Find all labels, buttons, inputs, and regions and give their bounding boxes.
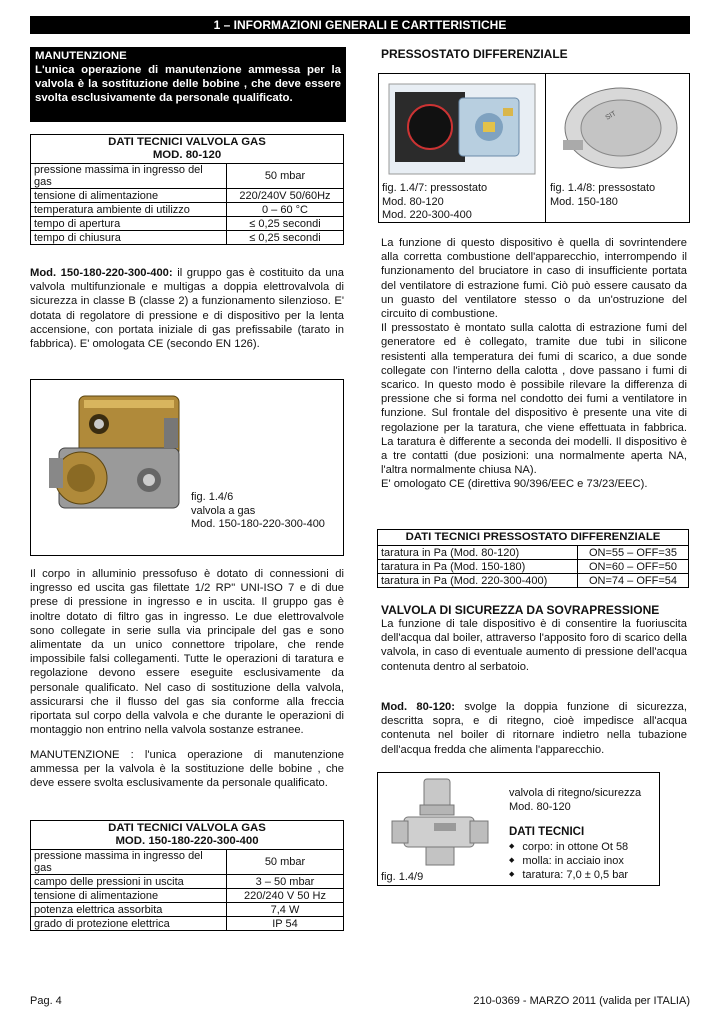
table-title-line1: DATI TECNICI VALVOLA GAS — [108, 822, 266, 834]
table-row: campo delle pressioni in uscita 3 – 50 mbar — [31, 875, 344, 889]
pressostato-para3: E' omologato CE (direttiva 90/396/EEC e 73/23/EEC). — [381, 478, 648, 491]
section-header: 1 – INFORMAZIONI GENERALI E CARTTERISTICHE — [30, 16, 690, 34]
pressostato-para1: La funzione di questo dispositivo è quella di sovrintendere alla corretta combustione dell'apparecchio, interrompendo il funzionamento del bruciatore in caso di insufficiente portata del ventilatore di estrazione fumi. Ciò può essere causato da un guasto del ventilatore stesso o da un'ostruzione del circuito di combustione. — [381, 237, 687, 321]
table-pressostato — [377, 529, 689, 588]
svg-text:SIT: SIT — [604, 110, 618, 122]
table-row: temperatura ambiente di utilizzo 0 – 60 °C — [31, 203, 344, 217]
list-item: ◆ corpo: in ottone Ot 58 — [509, 840, 628, 854]
manutenzione-title: MANUTENZIONE — [35, 50, 127, 62]
figure-pressostati — [378, 73, 690, 223]
pressostato-150-180-image — [551, 78, 685, 178]
footer-page: Pag. 4 — [30, 995, 62, 1007]
fig147-caption: fig. 1.4/7: pressostato Mod. 80-120 Mod. 220-300-400 — [382, 182, 488, 221]
figure-valvola-ritegno — [377, 772, 660, 886]
fig146-caption: fig. 1.4/6 valvola a gas Mod. 150-180-220-300-400 — [191, 491, 325, 530]
footer-doc: 210-0369 - MARZO 2011 (valida per ITALIA) — [473, 995, 690, 1007]
fig149-caption: fig. 1.4/9 — [381, 871, 424, 883]
para-corpo: Il corpo in alluminio pressofuso è dotato di connessioni di ingresso ed uscita gas filettate 1/2 RP" UNI-ISO 7 e di due prese di pressione in ingresso e in uscita. Il gruppo gas è inoltre dotato di filtro gas in ingresso. Le due elettrovalvole sono collegate in serie sulla via principale del gas e sono alimentate da un unico connettore tripolare, che rende impossibile falsi collegamenti. Tutte le operazioni di taratura e regolazione devono essere eseguite esclusivamente da personale qualificato. Nel caso di sostituzione della valvola, assicurarsi che il flusso del gas sia conforme alla freccia riportata sul corpo della valvola e che durante le operazioni di montaggio non entrino nella valvola sostanze estranee. — [30, 568, 344, 737]
figure-valvola-gas — [30, 379, 344, 556]
pressostato-title: PRESSOSTATO DIFFERENZIALE — [381, 47, 568, 61]
table-row: tensione di alimentazione 220/240V 50/60Hz — [31, 189, 344, 203]
table-title-line2: MOD. 150-180-220-300-400 — [115, 835, 259, 847]
list-item: ◆ molla: in acciaio inox — [509, 854, 628, 868]
valvola-sicurezza-para1: La funzione di tale dispositivo è di consentire la fuoriuscita dell'acqua dal boiler, attraverso l'apposito foro di scarico della valvola, in caso di eventuale aumento di pressione dell'acqua contenuta dentro al serbatoio. — [381, 618, 687, 673]
para-mod150: Mod. 150-180-220-300-400: il gruppo gas è costituito da una valvola multifunzionale e multigas a doppia elettrovalvola di sicurezza in classe B (classe 2) a funzionamento silenzioso. E' dotata di regolatore di pressione e di dispositivo per la lenta accensione, con portata iniziale di gas prefissabile (tarato in fabbrica). E' omologata CE (secondo EN 126). — [30, 267, 344, 351]
valvola-sicurezza-para2: Mod. 80-120: svolge la doppia funzione di sicurezza, descritta sopra, e di ritegno, cioè impedisce all'acqua contenuta nel boiler di ritornare indietro nella tubazione dell'acqua fredda che alimenta l'apparecchio. — [381, 701, 688, 756]
table-title — [30, 134, 344, 163]
table-row: pressione massima in ingresso del gas 50 mbar — [31, 164, 344, 189]
figure-divider — [545, 74, 546, 222]
table-valvola-gas-150-400 — [30, 820, 344, 931]
table-row: pressione massima in ingresso del gas 50 mbar — [31, 850, 344, 875]
pressostato-para2: Il pressostato è montato sulla calotta di estrazione fumi del generatore ed è collegato, tramite due tubi in silicone resistenti alla temperatura dei fumi di scarico, a due sonde collegate con l'interno della calotta , dove passano i fumi di scarico. In questo modo è possibile rilevare la differenza di pressione che si forma nel condotto dei fumi a ventilatore in funzione. Sul frontale del dispositivo è presente una vite di regolazione per la taratura, che viene effettuata in fabbrica. La taratura è differente a seconda dei modelli. Il dispositivo è a tre contatti (due posizioni: una normalmente aperta NA, l'altra normalmente chiusa NA). — [381, 322, 687, 477]
dati-tecnici-list — [509, 840, 628, 882]
fig148-caption: fig. 1.4/8: pressostato Mod. 150-180 — [550, 182, 656, 208]
table-row: grado di protezione elettrica IP 54 — [31, 917, 344, 931]
table-title: DATI TECNICI PRESSOSTATO DIFFERENZIALE — [377, 529, 689, 545]
table-row: tempo di apertura ≤ 0,25 secondi — [31, 217, 344, 231]
table-row: taratura in Pa (Mod. 150-180) ON=60 – OFF=50 — [378, 560, 689, 574]
table-title — [30, 820, 344, 849]
table-title-line1: DATI TECNICI VALVOLA GAS — [108, 136, 266, 148]
table-row: taratura in Pa (Mod. 220-300-400) ON=74 – OFF=54 — [378, 574, 689, 588]
table-row: tempo di chiusura ≤ 0,25 secondi — [31, 231, 344, 245]
pressostato-80-120-image — [385, 78, 537, 178]
valvola-sicurezza-title: VALVOLA DI SICUREZZA DA SOVRAPRESSIONE — [381, 603, 660, 617]
manutenzione-box — [30, 47, 346, 122]
table-row: taratura in Pa (Mod. 80-120) ON=55 – OFF=35 — [378, 546, 689, 560]
table-title-line2: MOD. 80-120 — [152, 149, 222, 161]
table-row: tensione di alimentazione 220/240 V 50 Hz — [31, 889, 344, 903]
fig149-description: valvola di ritegno/sicurezza Mod. 80-120 — [509, 787, 642, 813]
table-valvola-gas-80-120 — [30, 134, 344, 245]
table-row: potenza elettrica assorbita 7,4 W — [31, 903, 344, 917]
para-manutenzione: MANUTENZIONE : l'unica operazione di manutenzione ammessa per la valvola è la sostituzione delle bobine , che deve essere svolta esclusivamente da personale qualificato. — [30, 749, 344, 790]
list-item: ◆ taratura: 7,0 ± 0,5 bar — [509, 868, 628, 882]
valvola-ritegno-image — [386, 777, 496, 869]
gas-valve-image — [39, 388, 189, 518]
dati-tecnici-title: DATI TECNICI — [509, 826, 585, 838]
manutenzione-body: L'unica operazione di manutenzione ammessa per la valvola è la sostituzione delle bobine , che deve essere svolta esclusivamente da personale qualificato. — [35, 64, 341, 104]
pressostato-text — [381, 236, 687, 492]
